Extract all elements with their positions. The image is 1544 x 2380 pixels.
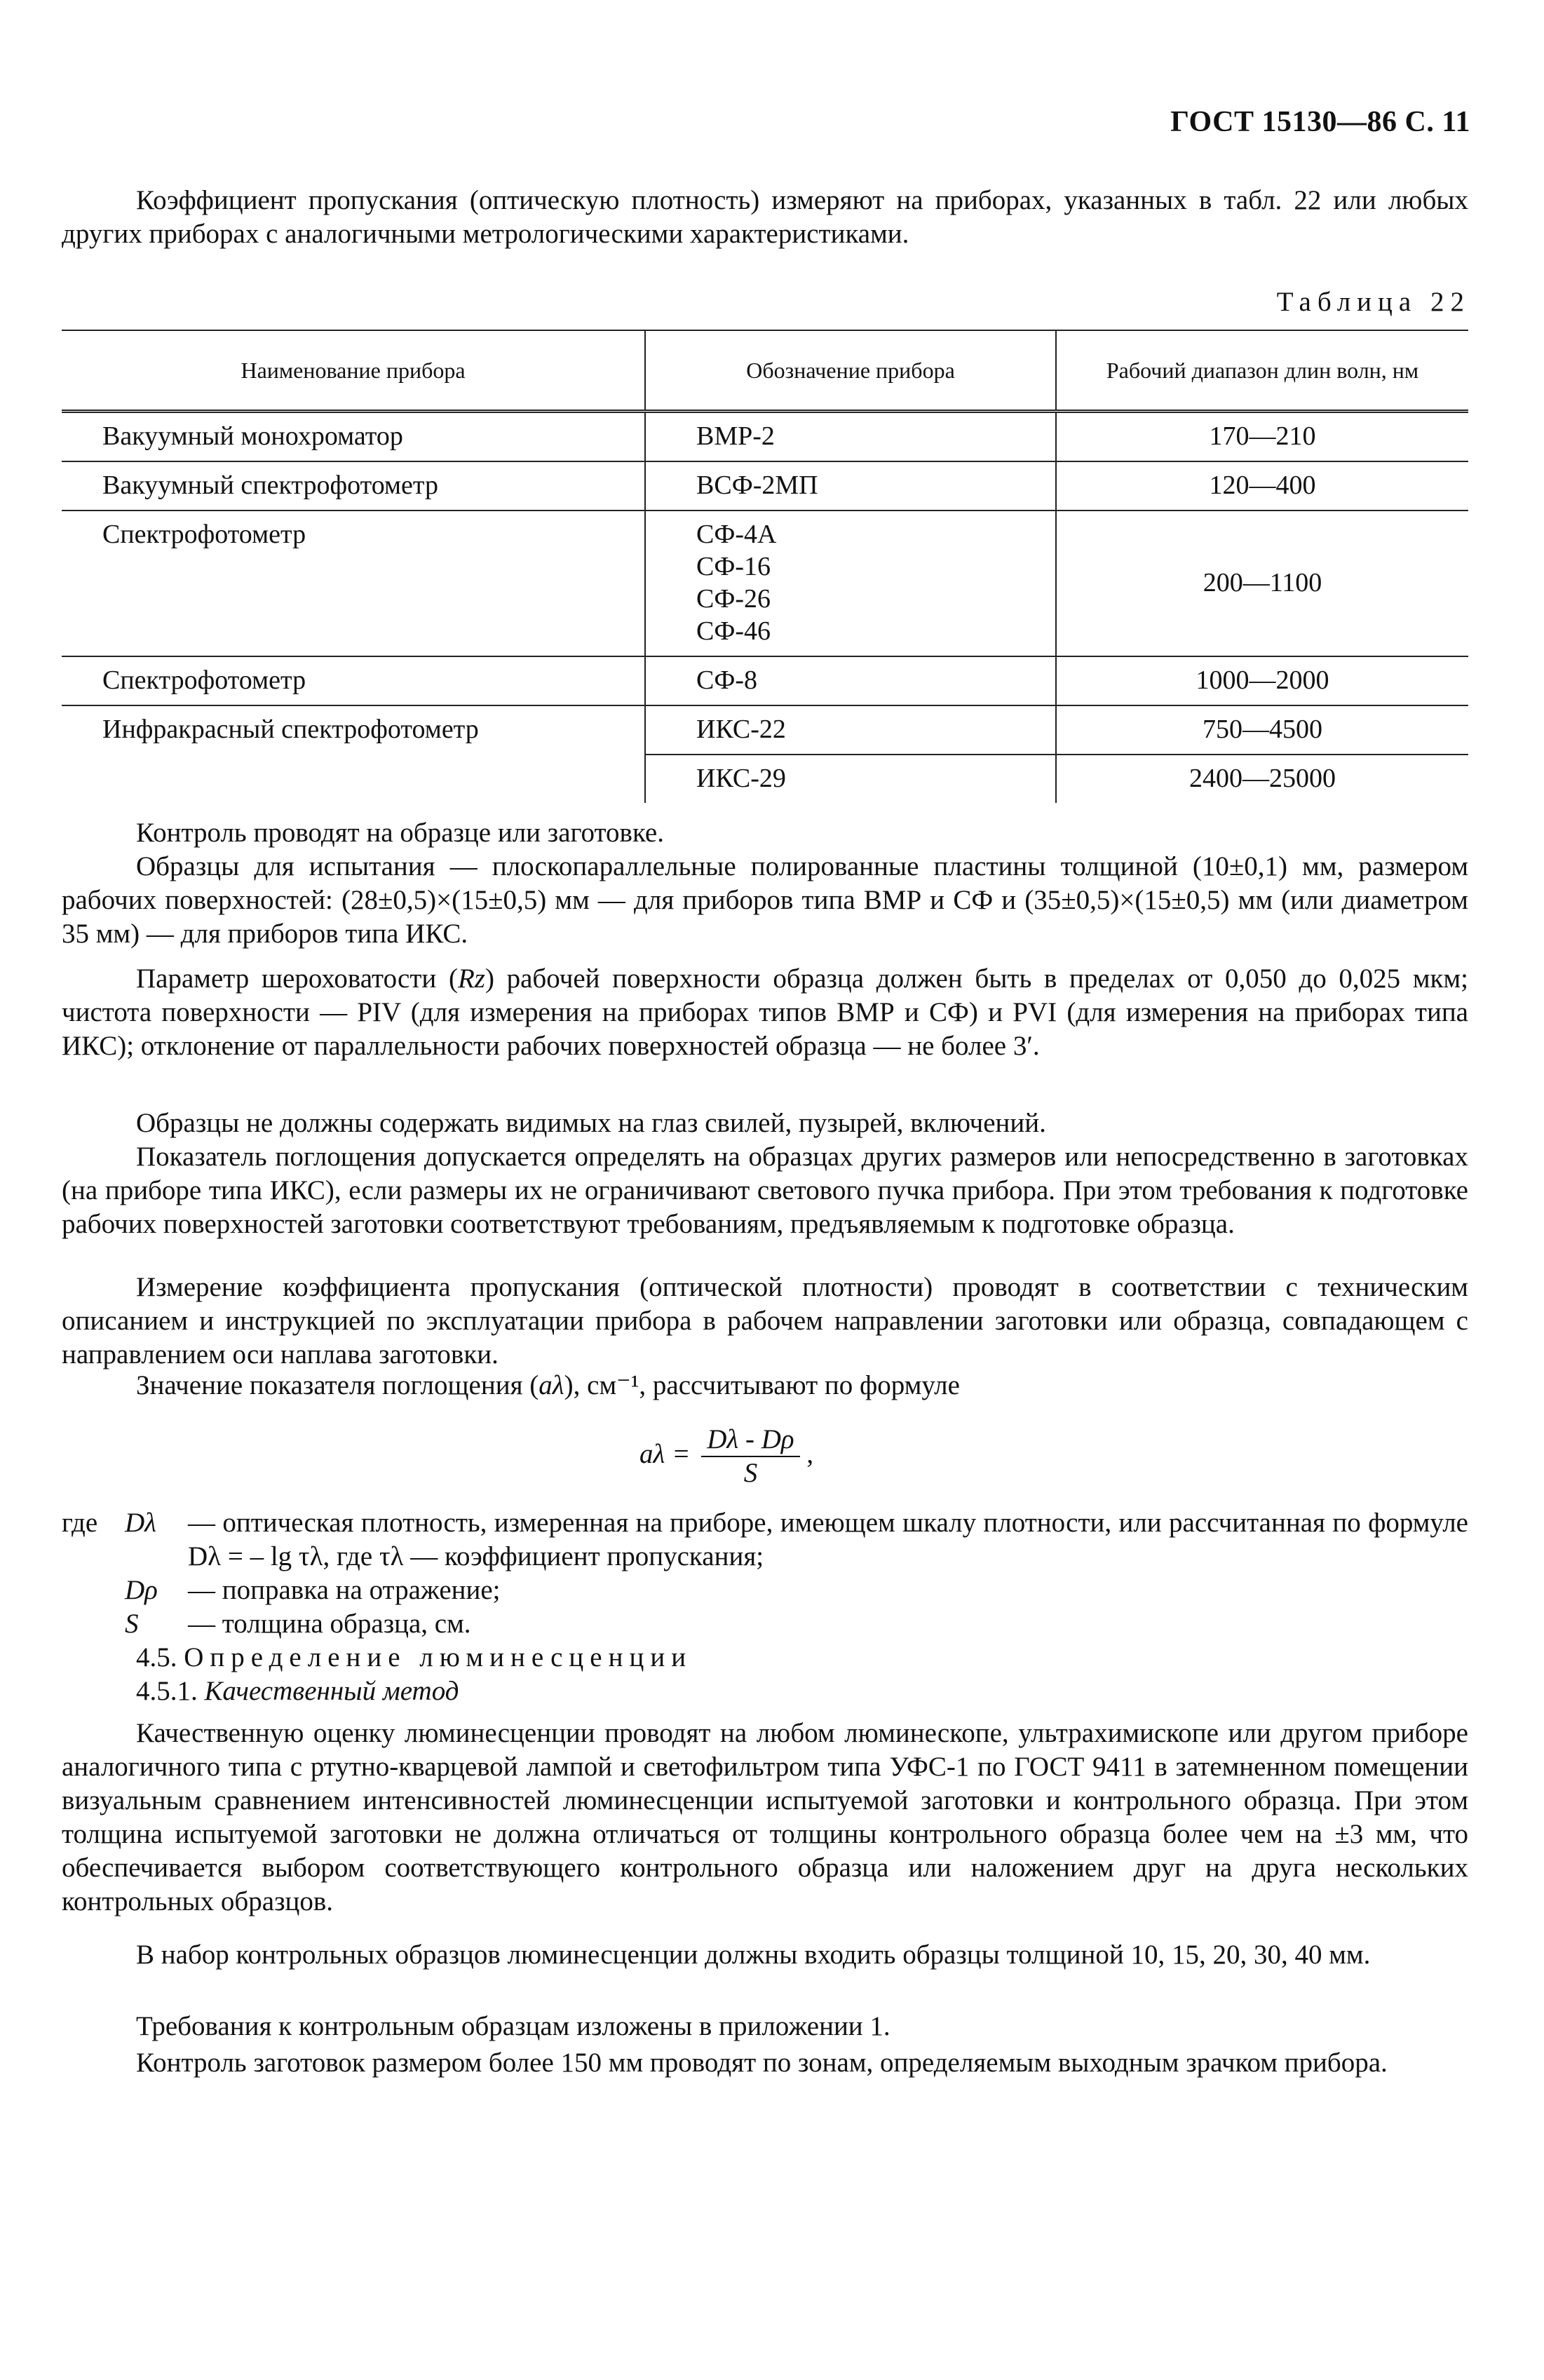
code-line: СФ-4А — [696, 520, 777, 549]
formula-denominator: S — [743, 1458, 758, 1488]
definitions — [62, 1506, 1468, 1641]
formula-numerator: Dλ - Dρ — [701, 1424, 799, 1457]
table-cell-name: Инфракрасный спектрофотометр — [102, 715, 479, 744]
table-cell-range: 2400—25000 — [1056, 755, 1468, 803]
table-cell-range: 750—4500 — [1056, 705, 1468, 755]
table-cell-range: 120—400 — [1056, 461, 1468, 511]
definition-row — [62, 1607, 1468, 1641]
section-4-5-heading — [62, 1641, 1468, 1675]
roughness-text-b: ) рабочей поверхности образца должен быть в пределах от 0,050 до 0,025 мкм; чистота поверхности — PIV (для измерения на приборах типов ВМР и СФ) и PVI (для измерения на приборах типа ИКС); отклонение от параллельности рабочих поверхностей образца — не более 3′. — [62, 964, 1468, 1061]
paragraph-measurement: Измерение коэффициента пропускания (оптической плотности) проводят в соответствии с техническим описанием и инструкцией по эксплуатации прибора в рабочем направлении заготовки или образца, совпадающем с направлением оси наплава заготовки. — [62, 1272, 1468, 1370]
definition-text: — толщина образца, см. — [188, 1609, 471, 1639]
definition-text: — оптическая плотность, измеренная на приборе, имеющем шкалу плотности, или рассчитанная по формуле Dλ = – lg τλ, где τλ — коэффициент пропускания; — [188, 1508, 1468, 1571]
paragraph-requirements: Требования к контрольным образцам изложены в приложении 1. — [136, 2011, 890, 2041]
table-cell-code-multi — [645, 511, 1056, 656]
table-header-code: Обозначение прибора — [645, 330, 1056, 412]
table-row — [62, 755, 1468, 803]
formula-intro-b: ), см⁻¹, рассчитывают по формуле — [564, 1370, 960, 1400]
table-row — [62, 412, 1468, 462]
formula-tail: , — [806, 1438, 814, 1469]
definition-symbol: S — [125, 1609, 139, 1639]
table-cell-name: Спектрофотометр — [62, 511, 645, 656]
definition-symbol: Dρ — [125, 1575, 158, 1605]
table-row — [62, 705, 1468, 755]
definition-row — [62, 1506, 1468, 1574]
table-cell-range: 170—210 — [1056, 412, 1468, 462]
code-line: СФ-46 — [696, 616, 771, 646]
section-number: 4.5. — [136, 1642, 177, 1672]
table-cell-name: Вакуумный монохроматор — [62, 412, 645, 462]
table-row — [62, 511, 1468, 656]
table-cell-name — [62, 755, 645, 803]
intro-paragraph: Коэффициент пропускания (оптическую плотность) измеряют на приборах, указанных в табл. 22 или любых других приборах с аналогичными метрологическими характеристиками. — [62, 185, 1468, 249]
table-cell-code: ИКС-22 — [645, 705, 1056, 755]
table-cell-range: 200—1100 — [1056, 511, 1468, 656]
definition-symbol: Dλ — [125, 1508, 157, 1538]
code-line: СФ-16 — [696, 552, 771, 581]
table-cell-range: 1000—2000 — [1056, 656, 1468, 705]
table-row — [62, 656, 1468, 705]
code-line: СФ-26 — [696, 584, 771, 614]
section-title: Определение люминесценции — [184, 1642, 693, 1672]
table-caption: Таблица 22 — [1276, 287, 1470, 317]
formula-intro-a: Значение показателя поглощения ( — [136, 1370, 539, 1400]
where-label: где — [62, 1508, 98, 1538]
table-cell-code: СФ-8 — [645, 656, 1056, 705]
section-title: Качественный метод — [204, 1676, 459, 1706]
formula-fraction — [701, 1424, 799, 1489]
table-cell-name: Спектрофотометр — [62, 656, 645, 705]
paragraph-control: Контроль проводят на образце или заготовке. — [136, 818, 664, 848]
definition-row — [62, 1574, 1468, 1607]
a-lambda-symbol: aλ — [539, 1370, 564, 1400]
paragraph-absorption: Показатель поглощения допускается определять на образцах других размеров или непосредственно в заготовках (на приборе типа ИКС), если размеры их не ограничивают светового пучка прибора. При этом требования к подготовке рабочих поверхностей заготовки соответствуют требованиям, предъявляемым к подготовке образца. — [62, 1142, 1468, 1239]
table-header-range: Рабочий диапазон длин волн, нм — [1056, 330, 1468, 412]
instruments-table — [62, 330, 1468, 803]
paragraph-defects: Образцы не должны содержать видимых на глаз свилей, пузырей, включений. — [136, 1108, 1046, 1138]
definition-text: — поправка на отражение; — [188, 1575, 501, 1605]
table-cell-code: ВСФ-2МП — [645, 461, 1056, 511]
formula — [639, 1424, 813, 1489]
table-cell-code: ИКС-29 — [645, 755, 1056, 803]
paragraph-formula-intro — [62, 1369, 1468, 1402]
formula-lhs: aλ = — [639, 1438, 691, 1469]
table-header-name: Наименование прибора — [62, 330, 645, 412]
table-cell-name: Вакуумный спектрофотометр — [62, 461, 645, 511]
paragraph-zones: Контроль заготовок размером более 150 мм проводят по зонам, определяемым выходным зрачком прибора. — [136, 2048, 1388, 2078]
paragraph-sample-set: В набор контрольных образцов люминесценции должны входить образцы толщиной 10, 15, 20, 30, 40 мм. — [136, 1940, 1371, 1970]
rz-symbol: Rz — [457, 964, 485, 994]
roughness-text-a: Параметр шероховатости ( — [136, 964, 458, 994]
paragraph-samples: Образцы для испытания — плоскопараллельные полированные пластины толщиной (10±0,1) мм, размером рабочих поверхностей: (28±0,5)×(15±0,5) мм — для приборов типа ВМР и СФ и (35±0,5)×(15±0,5) мм (или диаметром 35 мм) — для приборов типа ИКС. — [62, 851, 1468, 949]
table-row — [62, 461, 1468, 511]
paragraph-qualitative: Качественную оценку люминесценции проводят на любом люминескопе, ультрахимископе или другом приборе аналогичного типа с ртутно-кварцевой лампой и светофильтром типа УФС-1 по ГОСТ 9411 в затемненном помещении визуальным сравнением интенсивностей люминесценции испытуемой заготовки и контрольного образца. При этом толщина испытуемой заготовки не должна отличаться от толщины контрольного образца более чем на ±3 мм, что обеспечивается выбором соответствующего контрольного образца или наложением друг на друга нескольких контрольных образцов. — [62, 1718, 1468, 1916]
paragraph-roughness — [62, 962, 1468, 1063]
page-header: ГОСТ 15130—86 С. 11 — [1170, 106, 1470, 138]
section-number: 4.5.1. — [136, 1676, 198, 1706]
table-cell-code: ВМР-2 — [645, 412, 1056, 462]
section-4-5-1-heading — [62, 1675, 1468, 1708]
